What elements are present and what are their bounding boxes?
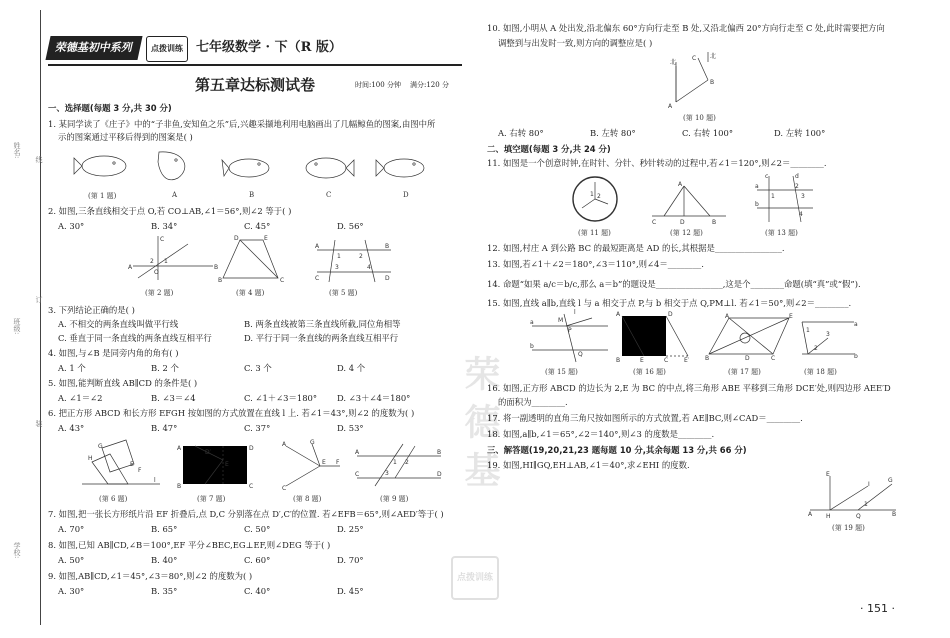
svg-text:l: l	[154, 477, 156, 484]
watermark-badge-text: 点拨训练	[456, 573, 493, 583]
page-number: · 151 ·	[860, 602, 895, 615]
svg-text:b: b	[854, 353, 858, 360]
svg-text:D′: D′	[205, 449, 211, 456]
q13-stem: 13. 如图,若∠1＋∠2＝180°,∠3＝110°,则∠4＝________.	[487, 259, 704, 269]
q7-option-d: D. 25°	[337, 524, 364, 534]
section-answer: 三、解答题(19,20,21,23 题每题 10 分,其余每题 13 分,共 66 分)	[487, 445, 747, 455]
q6-option-a: A. 43°	[58, 423, 85, 433]
svg-text:D: D	[745, 355, 750, 362]
q1-caption-a: A	[172, 191, 178, 199]
q5-option-d: D. ∠3＋∠4＝180°	[337, 393, 411, 403]
q7-option-a: A. 70°	[58, 524, 85, 534]
svg-text:B: B	[705, 355, 710, 362]
q13-caption: (第 13 题)	[765, 229, 798, 237]
svg-text:2: 2	[814, 345, 818, 352]
margin-class-label: 班级:	[13, 318, 21, 335]
q11-stem: 11. 如图是一个创意时钟,在时针、分针、秒针转动的过程中,若∠1＝120°,则∠2＝________.	[487, 158, 827, 168]
svg-text:1: 1	[590, 191, 594, 198]
q15-figure	[530, 309, 610, 364]
q1-whale-figures	[74, 148, 434, 186]
q4-option-b: B. 2 个	[151, 363, 179, 373]
svg-text:1: 1	[337, 253, 341, 260]
q9-option-c: C. 40°	[244, 586, 271, 596]
q7-figure	[175, 440, 255, 490]
q8-option-c: C. 60°	[244, 555, 271, 565]
svg-text:1: 1	[164, 258, 168, 265]
svg-text:2: 2	[359, 253, 363, 260]
brand-logo	[45, 36, 142, 60]
svg-text:D: D	[668, 311, 673, 318]
q19-caption: (第 19 题)	[832, 524, 865, 532]
margin-staple-label: 装	[35, 420, 43, 427]
q10-line1: 10. 如图,小明从 A 处出发,沿北偏东 60°方向行走至 B 处,又沿北偏西 20°方向行走至 C 处,此时需要把方向	[487, 23, 885, 33]
svg-text:c: c	[765, 173, 769, 180]
svg-text:C: C	[280, 277, 285, 284]
svg-text:A: A	[128, 264, 133, 271]
svg-text:D: D	[680, 219, 685, 226]
svg-text:C: C	[160, 236, 165, 243]
q10-caption: (第 10 题)	[683, 114, 716, 122]
q11-clock-figure	[570, 174, 620, 224]
q7-caption: (第 7 题)	[197, 495, 226, 503]
svg-text:I: I	[868, 481, 870, 488]
margin-bind-label: 订	[35, 296, 43, 303]
svg-text:2: 2	[405, 459, 409, 466]
whale-icon	[306, 158, 354, 178]
q4-caption: (第 4 题)	[236, 289, 265, 297]
svg-text:B: B	[437, 449, 442, 456]
svg-text:A: A	[668, 103, 673, 110]
svg-text:A: A	[282, 441, 287, 448]
q6-option-c: C. 37°	[244, 423, 271, 433]
q5-option-a: A. ∠1＝∠2	[58, 393, 103, 403]
svg-text:G: G	[310, 439, 315, 446]
svg-text:3: 3	[385, 470, 389, 477]
svg-text:B: B	[712, 219, 717, 226]
svg-text:D: D	[385, 275, 390, 282]
q16-line1: 16. 如图,正方形 ABCD 的边长为 2,E 为 BC 的中点,将三角形 ABE 平移到三角形 DCE′处,则四边形 AEE′D	[487, 383, 891, 393]
q2-option-b: B. 34°	[151, 221, 178, 231]
svg-text:C: C	[692, 55, 697, 62]
q5-figure	[315, 238, 395, 284]
q14-stem: 14. 命题“如果 a/c＝b/c,那么 a＝b”的题设是________________,这是个________命题(填“真”或“假”).	[487, 279, 861, 289]
svg-text:B: B	[177, 483, 182, 490]
q6-caption: (第 6 题)	[99, 495, 128, 503]
q1-line2: 示的图案通过平移后得到的图案是( )	[58, 132, 193, 142]
q8-option-a: A. 50°	[58, 555, 85, 565]
svg-text:2: 2	[150, 258, 154, 265]
q16-caption: (第 16 题)	[633, 368, 666, 376]
q9-figure	[355, 442, 445, 486]
svg-text:2: 2	[795, 183, 799, 190]
subject-title: 七年级数学 · 下（R 版）	[196, 40, 342, 55]
svg-text:E: E	[225, 461, 229, 468]
q15-stem: 15. 如图,直线 a∥b,直线 l 与 a 相交于点 P,与 b 相交于点 Q,PM⊥l. 若∠1＝50°,则∠2＝________.	[487, 298, 852, 308]
svg-text:a: a	[530, 319, 534, 326]
q5-option-b: B. ∠3＝∠4	[151, 393, 196, 403]
q17-caption: (第 17 题)	[728, 368, 761, 376]
q12-stem: 12. 如图,村庄 A 到公路 BC 的最短距离是 AD 的长,其根据是________________.	[487, 243, 785, 253]
q1-caption-c: C	[326, 191, 332, 199]
svg-text:a: a	[854, 321, 858, 328]
q4-option-d: D. 4 个	[337, 363, 366, 373]
svg-text:B: B	[218, 277, 223, 284]
svg-text:C: C	[282, 485, 287, 492]
svg-text:1: 1	[771, 193, 775, 200]
full-score: 满分:120 分	[410, 81, 449, 89]
q3-option-d: D. 平行于同一条直线的两条直线互相平行	[244, 333, 399, 343]
q15-caption: (第 15 题)	[545, 368, 578, 376]
svg-text:北: 北	[670, 59, 677, 66]
q8-option-b: B. 40°	[151, 555, 178, 565]
watermark-text: 荣德基	[459, 355, 500, 499]
q4-stem: 4. 如图,与∠B 是同旁内角的角有( )	[48, 348, 179, 358]
q3-option-a: A. 不相交的两条直线叫做平行线	[58, 319, 179, 329]
svg-text:E′: E′	[684, 357, 690, 364]
svg-text:l: l	[574, 309, 576, 316]
q16-line2: 的面积为________.	[498, 397, 568, 407]
q19-stem: 19. 如图,HI∥GQ,EH⊥AB,∠1＝40°,求∠EHI 的度数.	[487, 460, 690, 470]
q8-caption: (第 8 题)	[293, 495, 322, 503]
q6-stem: 6. 把正方形 ABCD 和长方形 EFGH 按如图的方式放置在直线 l 上. 若∠1＝43°,则∠2 的度数为( )	[48, 408, 415, 418]
q7-stem: 7. 如图,把一张长方形纸片沿 EF 折叠后,点 D,C 分别落在点 D′,C′的位置. 若∠EFB＝65°,则∠AED′等于( )	[48, 509, 444, 519]
watermark-badge	[451, 556, 499, 600]
q18-figure	[798, 314, 858, 362]
whale-icon	[222, 159, 269, 177]
svg-text:D: D	[437, 471, 442, 478]
svg-text:P: P	[568, 327, 572, 334]
q10-figure	[668, 52, 728, 112]
whale-icon	[158, 152, 185, 180]
svg-text:A: A	[355, 449, 360, 456]
svg-text:A: A	[616, 311, 621, 318]
q10-option-a: A. 右转 80°	[498, 128, 544, 138]
q19-figure	[808, 470, 898, 520]
svg-text:1: 1	[864, 501, 868, 508]
q8-option-d: D. 70°	[337, 555, 364, 565]
svg-text:C: C	[355, 471, 360, 478]
svg-text:Q: Q	[578, 351, 583, 358]
q4-option-c: C. 3 个	[244, 363, 272, 373]
brand-badge-text: 点拨训练	[151, 44, 183, 53]
svg-text:1: 1	[806, 327, 810, 334]
margin-name-label: 姓名:	[13, 142, 21, 159]
q2-stem: 2. 如图,三条直线相交于点 O,若 CO⊥AB,∠1＝56°,则∠2 等于( )	[48, 206, 292, 216]
q1-caption-d: D	[403, 191, 409, 199]
svg-text:2: 2	[597, 193, 601, 200]
q8-figure	[282, 440, 342, 490]
svg-text:F: F	[336, 459, 340, 466]
svg-text:a: a	[755, 183, 759, 190]
q2-option-d: D. 56°	[337, 221, 364, 231]
q2-caption: (第 2 题)	[145, 289, 174, 297]
q5-option-c: C. ∠1＋∠3＝180°	[244, 393, 318, 403]
svg-text:d: d	[795, 173, 799, 180]
svg-text:O: O	[154, 269, 159, 276]
section-choice: 一、选择题(每题 3 分,共 30 分)	[48, 103, 172, 113]
section-fill: 二、填空题(每题 3 分,共 24 分)	[487, 144, 611, 154]
q4-figure	[218, 236, 288, 282]
q1-line1: 1. 某同学读了《庄子》中的“子非鱼,安知鱼之乐”后,兴趣采撷地利用电脑画出了几幅鲸鱼的图案,由图中所	[48, 119, 436, 129]
brand-logo-text: 荣德基初中系列	[54, 41, 134, 54]
svg-text:4: 4	[367, 264, 371, 271]
whale-icon	[376, 159, 424, 177]
brand-badge	[146, 36, 188, 62]
svg-text:D: D	[234, 235, 239, 242]
q6-figure	[82, 438, 162, 490]
svg-text:A: A	[725, 313, 730, 320]
q3-option-c: C. 垂直于同一条直线的两条直线互相平行	[58, 333, 212, 343]
q18-caption: (第 18 题)	[804, 368, 837, 376]
svg-text:B: B	[710, 79, 715, 86]
svg-text:B: B	[892, 511, 897, 518]
svg-text:B: B	[214, 264, 219, 271]
svg-text:H: H	[88, 455, 93, 462]
q17-figure	[705, 314, 795, 360]
svg-text:A: A	[177, 445, 182, 452]
page-title: 第五章达标测试卷	[195, 76, 316, 94]
svg-text:3: 3	[801, 193, 805, 200]
q17-stem: 17. 将一副透明的直角三角尺按如图所示的方式放置,若 AE∥BC,则∠CAD＝________.	[487, 413, 803, 423]
q8-stem: 8. 如图,已知 AB∥CD,∠B＝100°,EF 平分∠BEC,EG⊥EF,则∠DEG 等于( )	[48, 540, 331, 550]
svg-text:北: 北	[710, 53, 717, 60]
time-limit: 时间:100 分钟	[355, 81, 401, 89]
q9-caption: (第 9 题)	[380, 495, 409, 503]
q10-option-d: D. 左转 100°	[774, 128, 826, 138]
svg-text:E: E	[130, 461, 134, 468]
q10-line2: 调整到与出发时一致,则方向的调整应是( )	[498, 38, 653, 48]
svg-text:Q: Q	[856, 513, 861, 520]
q9-option-b: B. 35°	[151, 586, 178, 596]
q9-option-a: A. 30°	[58, 586, 85, 596]
q11-caption: (第 11 题)	[578, 229, 611, 237]
q5-stem: 5. 如图,能判断直线 AB∥CD 的条件是( )	[48, 378, 198, 388]
q12-figure	[650, 178, 730, 224]
margin-line-label: 线	[35, 156, 43, 163]
q9-stem: 9. 如图,AB∥CD,∠1＝45°,∠3＝80°,则∠2 的度数为( )	[48, 571, 253, 581]
q12-caption: (第 12 题)	[670, 229, 703, 237]
svg-text:3: 3	[826, 331, 830, 338]
svg-text:F: F	[138, 467, 142, 474]
svg-text:C: C	[249, 483, 254, 490]
q10-option-b: B. 左转 80°	[590, 128, 636, 138]
svg-text:b: b	[755, 201, 759, 208]
q2-figure	[128, 234, 218, 284]
q16-figure	[614, 312, 694, 362]
svg-text:C: C	[652, 219, 657, 226]
header-rule	[48, 64, 462, 66]
svg-text:A: A	[678, 181, 683, 188]
svg-text:G: G	[888, 477, 893, 484]
svg-text:H: H	[826, 513, 831, 520]
svg-text:C: C	[315, 275, 320, 282]
q3-stem: 3. 下列结论正确的是( )	[48, 305, 135, 315]
binding-line	[40, 10, 41, 625]
svg-text:B: B	[385, 243, 390, 250]
q1-caption-fig: (第 1 题)	[88, 192, 117, 200]
q2-option-a: A. 30°	[58, 221, 85, 231]
q4-option-a: A. 1 个	[58, 363, 86, 373]
q2-option-c: C. 45°	[244, 221, 271, 231]
svg-text:C: C	[664, 357, 669, 364]
margin-school-label: 学校:	[13, 542, 21, 559]
svg-text:4: 4	[799, 211, 803, 218]
svg-text:b: b	[530, 343, 534, 350]
q6-option-b: B. 47°	[151, 423, 178, 433]
svg-text:M: M	[558, 317, 564, 324]
svg-text:3: 3	[335, 264, 339, 271]
svg-text:C: C	[771, 355, 776, 362]
watermark	[451, 355, 501, 516]
svg-text:E: E	[826, 471, 830, 478]
q10-option-c: C. 右转 100°	[682, 128, 734, 138]
svg-text:E: E	[640, 357, 644, 364]
q7-option-b: B. 65°	[151, 524, 178, 534]
whale-icon	[74, 156, 126, 176]
svg-text:E: E	[264, 235, 268, 242]
q3-option-b: B. 两条直线被第三条直线所截,同位角相等	[244, 319, 401, 329]
q7-option-c: C. 50°	[244, 524, 271, 534]
q1-caption-b: B	[249, 191, 255, 199]
q9-option-d: D. 45°	[337, 586, 364, 596]
svg-text:A: A	[808, 511, 813, 518]
q18-stem: 18. 如图,a∥b,∠1＝65°,∠2＝140°,则∠3 的度数是________.	[487, 429, 715, 439]
svg-text:1: 1	[393, 459, 397, 466]
svg-text:D: D	[249, 445, 254, 452]
svg-text:E: E	[322, 459, 326, 466]
svg-text:G: G	[98, 443, 103, 450]
svg-text:B: B	[616, 357, 621, 364]
q6-option-d: D. 53°	[337, 423, 364, 433]
svg-text:A: A	[315, 243, 320, 250]
svg-text:E: E	[789, 313, 793, 320]
q5-caption: (第 5 题)	[329, 289, 358, 297]
q13-figure	[755, 174, 815, 224]
